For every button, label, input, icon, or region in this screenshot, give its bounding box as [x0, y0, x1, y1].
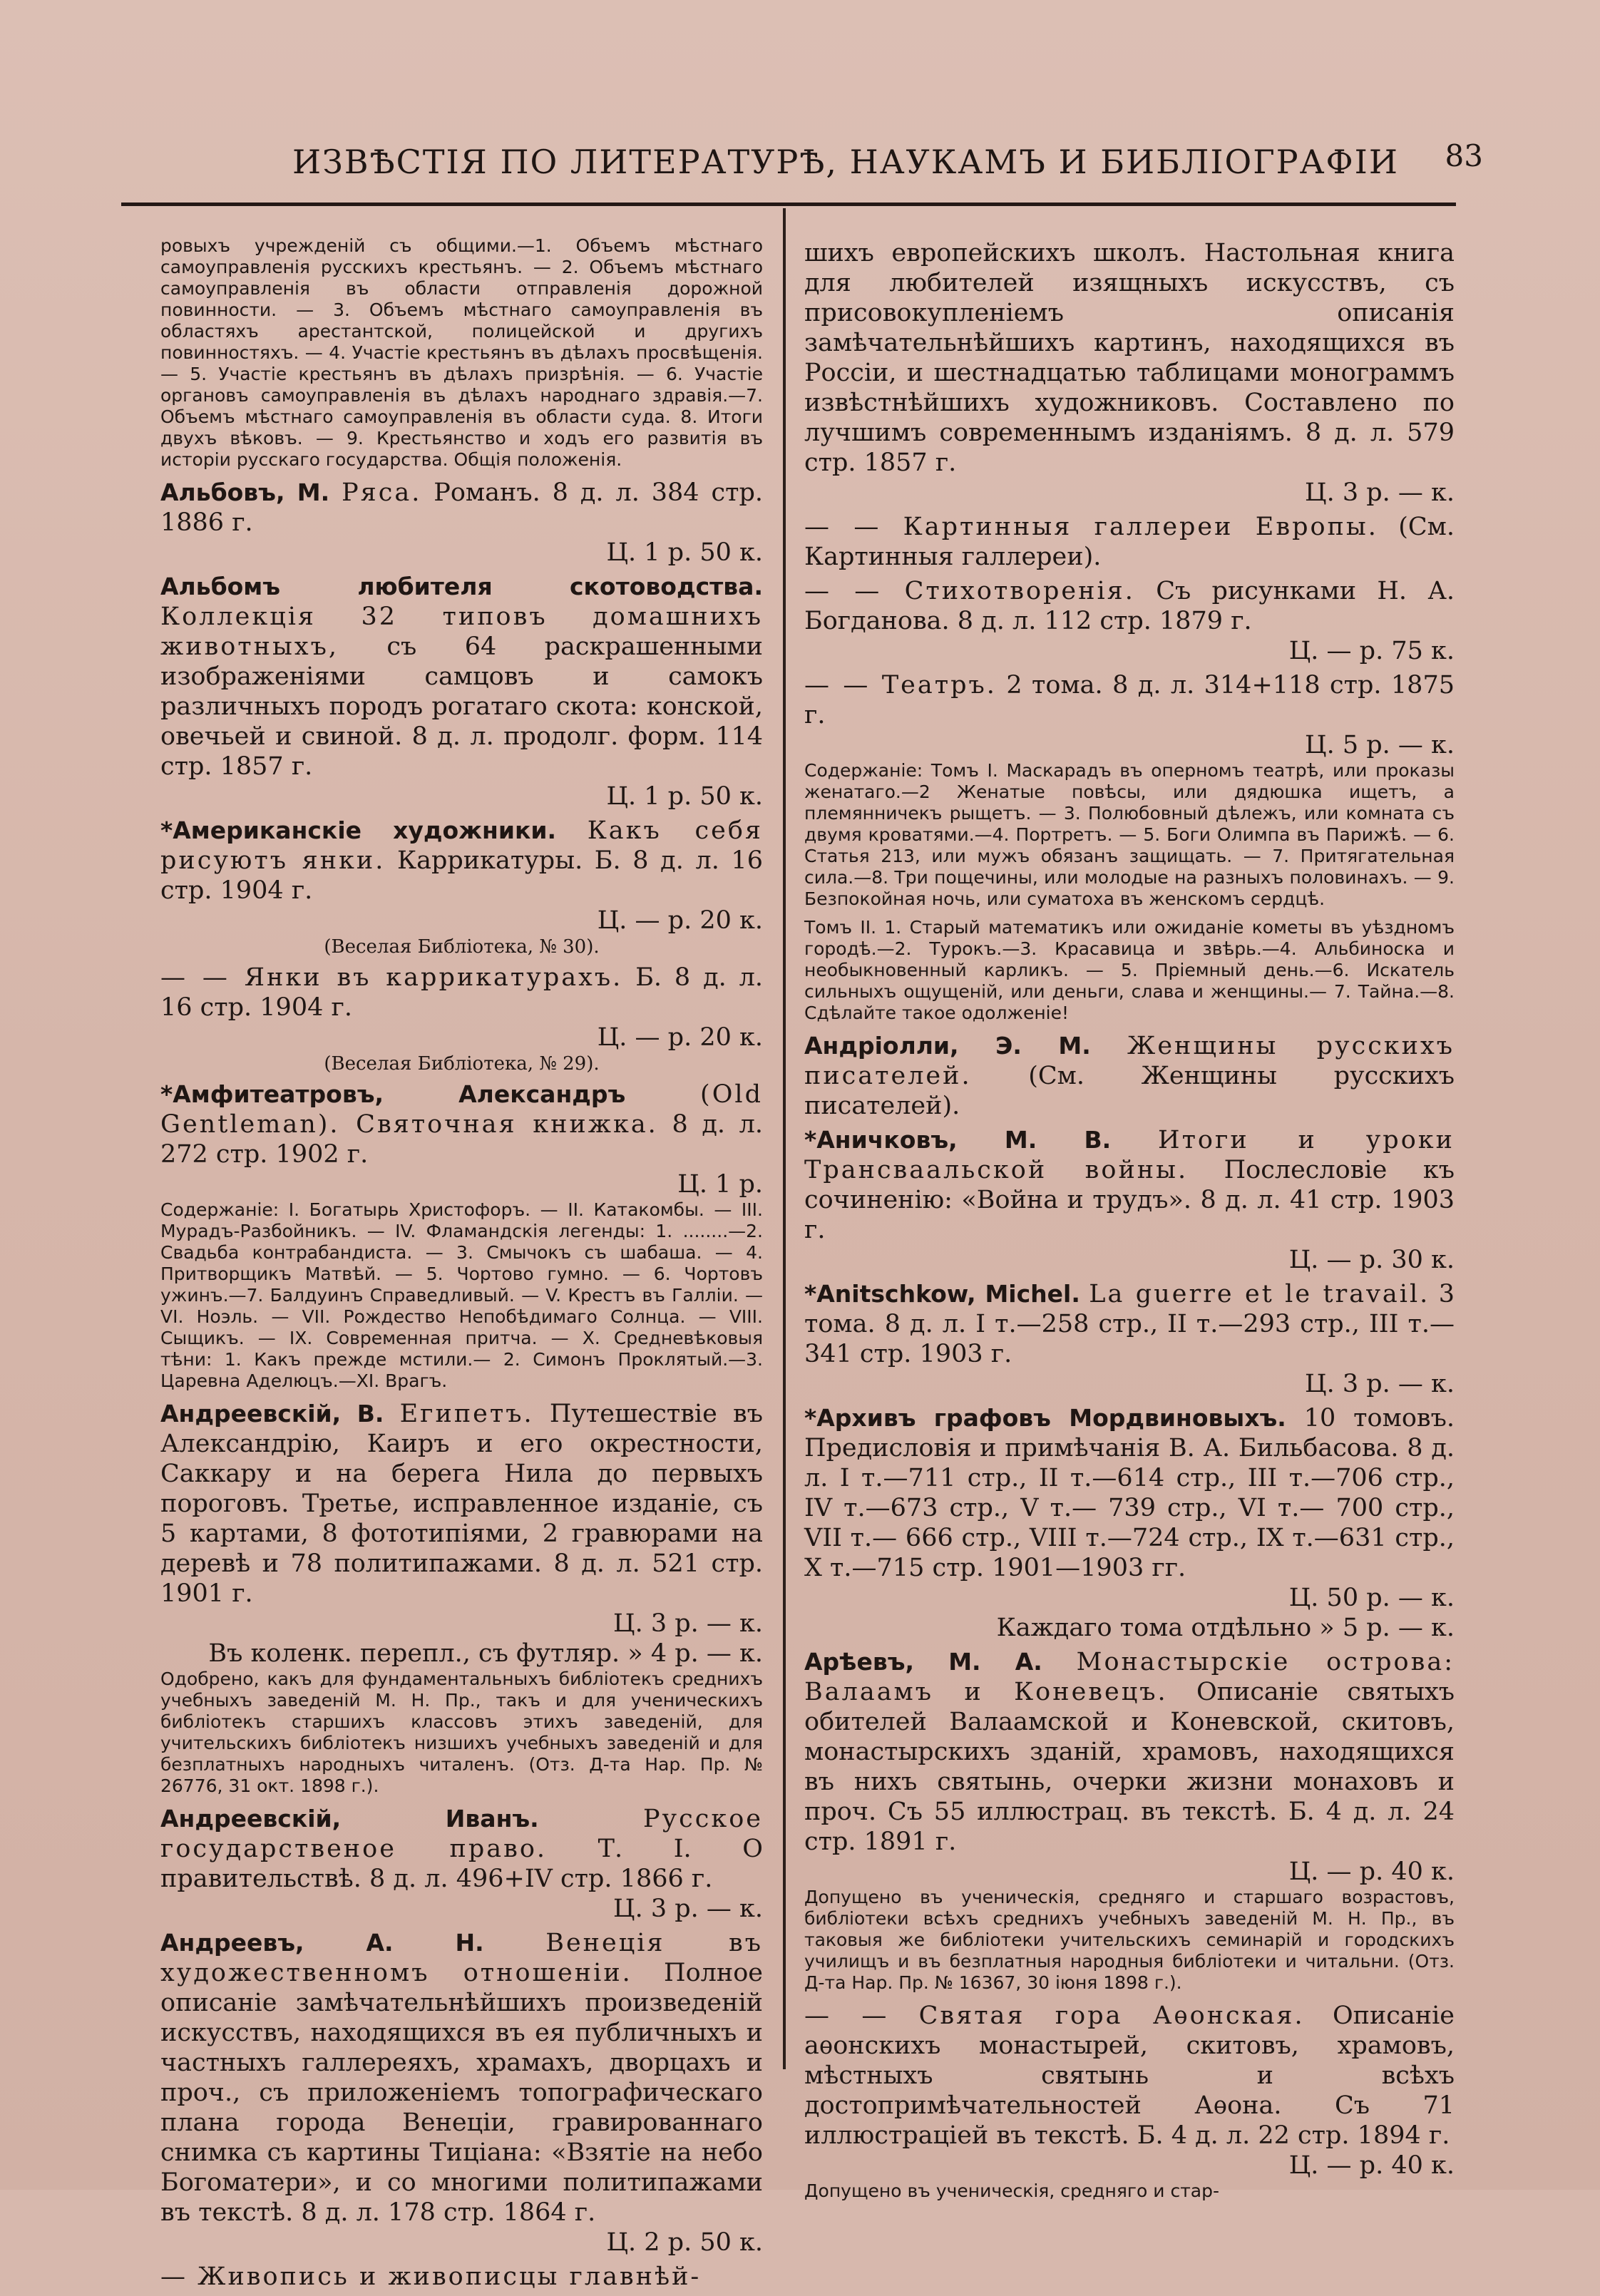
- entry-details: Съ рисунками Н. А. Богданова. 8 д. л. 112 стр. 1879 г.: [804, 577, 1455, 635]
- entry-title: Русское государственое право.: [160, 1805, 763, 1863]
- entry-author: Андріолли, Э. М.: [804, 1032, 1091, 1060]
- entry-author: Андреевъ, А. Н.: [160, 1929, 484, 1957]
- series-note: (Веселая Библіотека, № 29).: [324, 1053, 600, 1075]
- entry-yankees: [160, 963, 763, 1075]
- entry-author: Андреевскій, В.: [160, 1400, 384, 1428]
- entry-price: Ц. 1 р. 50 к.: [606, 782, 763, 811]
- entry-title: — — Янки въ каррикатурахъ.: [160, 963, 623, 992]
- entry-areev: [804, 1647, 1455, 1994]
- entry-athos: [804, 2001, 1455, 2202]
- entry-title: Египетъ.: [399, 1400, 534, 1428]
- running-title: ИЗВѢСТІЯ ПО ЛИТЕРАТУРѢ, НАУКАМЪ И БИБЛІОГРАФІИ: [292, 143, 1399, 181]
- entry-details: Каррикатуры. Б. 8 д. л. 16 стр. 1904 г.: [160, 846, 763, 905]
- entry-author: *Архивъ графовъ Мордвиновыхъ.: [804, 1404, 1286, 1432]
- page-number: 83: [1445, 138, 1483, 173]
- entry-title: Венеція въ художественномъ отношеніи.: [160, 1929, 763, 1987]
- entry-details: 3 тома. 8 д. л. I т.—258 стр., II т.—293 стр., III т.—341 стр. 1903 г.: [804, 1280, 1455, 1368]
- entry-price: Ц. 1 р.: [677, 1170, 763, 1199]
- entry-amfiteatrov: [160, 1080, 763, 1392]
- entry-details: (См. Картинныя галлереи).: [804, 513, 1455, 571]
- entry-title: — Живопись и живописцы главнѣй-: [160, 2262, 702, 2291]
- entry-author: Андреевскій, Иванъ.: [160, 1805, 539, 1833]
- entry-author: Альбомъ любителя скотоводства.: [160, 573, 763, 600]
- entry-title: Коллекція 32 типовъ домашнихъ животныхъ,: [160, 603, 763, 661]
- entry-details: шихъ европейскихъ школъ. Настольная книга для любителей изящныхъ искусствъ, съ присовокупленіемъ описанія замѣчательнѣйшихъ картинъ, находящихся въ Россіи, и шестнадцатью таблицами монограммъ извѣстнѣйшихъ художниковъ. Составлено по лучшимъ современнымъ изданіямъ. 8 д. л. 579 стр. 1857 г.: [804, 239, 1455, 477]
- entry-andreev: [160, 1928, 763, 2257]
- entry-painting-cont: [804, 238, 1455, 508]
- entry-andreevsky-i: [160, 1804, 763, 1924]
- entry-andriolli: [804, 1031, 1455, 1121]
- entry-theatre: [804, 670, 1455, 1024]
- entry-painting: [160, 2262, 763, 2292]
- entry-details: съ 64 раскрашенными изображеніями самцовъ и самокъ различныхъ породъ рогатаго скота: конской, овечьей и свиной. 8 д. л. продолг. форм. 114 стр. 1857 г.: [160, 632, 763, 781]
- entry-price: Ц. — р. 20 к.: [597, 906, 763, 935]
- entry-contents-vol1: Содержаніе: Томъ I. Маскарадъ въ оперномъ театрѣ, или проказы женатаго.—2 Женатые повѣсы, или дядюшка ищетъ, а племянничекъ рыщетъ. — 3. Полюбовный дѣлежъ, или комната съ двумя кроватями.—4. Портретъ. — 5. Боги Олимпа въ Парижѣ. — 6. Статья 213, или мужъ обязанъ защищать. — 7. Притягательная сила.—8. Три пощечины, или молодые на разныхъ половинахъ. — 9. Безпокойная ночь, или суматоха въ женскомъ сердцѣ.: [804, 760, 1455, 909]
- entry-title: — — Картинныя галлереи Европы.: [804, 513, 1378, 541]
- entry-price: Ц. 5 р. — к.: [1305, 731, 1455, 759]
- entry-details: 2 тома. 8 д. л. 314+118 стр. 1875 г.: [804, 671, 1455, 729]
- entry-title: Женщины русскихъ писателей.: [804, 1032, 1455, 1090]
- entry-author: *Амфитеатровъ, Александръ: [160, 1080, 626, 1108]
- entry-details: 10 томовъ. Предисловія и примѣчанія В. А. Бильбасова. 8 д. л. I т.—711 стр., II т.—614 стр., III т.—706 стр., IV т.—673 стр., V т.— 739 стр., VI т.— 700 стр., VII т.— 666 стр., VIII т.—724 стр., IX т.—631 стр., X т.—715 стр. 1901—1903 гг.: [804, 1404, 1455, 1582]
- entry-approval: Допущено въ ученическія, средняго и стар-: [804, 2180, 1219, 2201]
- entry-author: Арѣевъ, М. А.: [804, 1648, 1042, 1676]
- entry-album: [160, 572, 763, 811]
- entry-details: (См. Женщины русскихъ писателей).: [804, 1062, 1455, 1120]
- entry-poems: [804, 576, 1455, 666]
- entry-title: Итоги и уроки Трансваальской войны.: [804, 1126, 1455, 1184]
- entry-price: Ц. 1 р. 50 к.: [606, 538, 763, 567]
- entry-title: — — Святая гора Аѳонская.: [804, 2002, 1305, 2030]
- entry-approval: Одобрено, какъ для фундаментальныхъ библіотекъ среднихъ учебныхъ заведеній М. Н. Пр., такъ и для ученическихъ библіотекъ старшихъ классовъ этихъ заведеній, для учительскихъ библіотекъ низшихъ учебныхъ заведеній и для безплатныхъ народныхъ читаленъ. (Отз. Д-та Нар. Пр. № 26776, 31 окт. 1898 г.).: [160, 1669, 763, 1796]
- entry-title: Какъ себя рисуютъ янки.: [160, 816, 763, 875]
- entry-mordvinov-archive: [804, 1403, 1455, 1643]
- entry-title: Монастырскіе острова: Валаамъ и Коневецъ.: [804, 1648, 1455, 1706]
- entry-anichkov: [804, 1125, 1455, 1275]
- entry-contents-vol2: Томъ II. 1. Старый математикъ или ожиданіе кометы въ уѣздномъ городѣ.—2. Турокъ.—3. Красавица и звѣрь.—4. Альбиноска и необыкновенный карликъ. — 5. Пріемный день.—6. Искатель сильныхъ ощущеній, или деньги, слава и женщины.— 7. Тайна.—8. Сдѣлайте такое одолженіе!: [804, 917, 1455, 1023]
- entry-andreevsky-v: [160, 1399, 763, 1797]
- entry-author: Альбовъ, М.: [160, 478, 330, 506]
- entry-author: *Аничковъ, М. В.: [804, 1126, 1112, 1154]
- left-column: [160, 235, 763, 2296]
- entry-title: La guerre et le travail.: [1089, 1280, 1430, 1308]
- entry-details: Т. I. О правительствѣ. 8 д. л. 496+IV стр. 1866 г.: [160, 1835, 763, 1893]
- entry-galleries: [804, 512, 1455, 572]
- entry-approval: Допущено въ ученическія, средняго и старшаго возрастовъ, библіотеки всѣхъ среднихъ учебныхъ заведеній М. Н. Пр., въ таковыя же библіотеки учительскихъ семинарій и городскихъ училищъ и въ безплатныя народныя библіотеки и читальни. (Отз. Д-та Нар. Пр. № 16367, 30 іюня 1898 г.).: [804, 1887, 1455, 1993]
- entry-details: Описаніе аѳонскихъ монастырей, скитовъ, храмовъ, мѣстныхъ святынь и всѣхъ достопримѣчательностей Аѳона. Съ 71 иллюстраціей въ текстѣ. Б. 4 д. л. 22 стр. 1894 г.: [804, 2002, 1455, 2150]
- entry-author: *Anitschkow, Michel.: [804, 1280, 1080, 1308]
- entry-details: Послесловіе къ сочиненію: «Война и трудъ». 8 д. л. 41 стр. 1903 г.: [804, 1156, 1455, 1244]
- entry-albov: [160, 478, 763, 568]
- right-column: [804, 238, 1455, 2209]
- entry-details: Полное описаніе замѣчательнѣйшихъ произведеній искусствъ, находящихся въ ея публичныхъ и частныхъ галлереяхъ, храмахъ, дворцахъ и проч., съ приложеніемъ топографическаго плана города Венеціи, гравированнаго снимка съ картины Тиціана: «Взятіе на небо Богоматери», и со многими политипажами въ текстѣ. 8 д. л. 178 стр. 1864 г.: [160, 1959, 763, 2227]
- column-divider: [783, 208, 786, 2069]
- entry-title: Ряса.: [342, 478, 422, 507]
- entry-details: Описаніе святыхъ обителей Валаамской и Коневской, скитовъ, монастырскихъ зданій, храмовъ, находящихся въ нихъ святынь, очерки жизни монаховъ и проч. Съ 55 иллюстрац. въ текстѣ. Б. 4 д. л. 24 стр. 1891 г.: [804, 1678, 1455, 1856]
- entry-price-bound: Въ коленк. перепл., съ футляр. » 4 р. — к.: [208, 1639, 763, 1668]
- entry-title: — — Стихотворенія.: [804, 577, 1135, 605]
- entry-title: (Old Gentleman). Святочная книжка.: [160, 1080, 763, 1139]
- entry-price: Ц. 3 р. — к.: [1305, 478, 1455, 507]
- page-header: [121, 135, 1483, 193]
- entry-price: Ц. — р. 75 к.: [1288, 637, 1455, 665]
- entry-price: Ц. 50 р. — к.: [1288, 1584, 1455, 1612]
- entry-details: 8 д. л. 272 стр. 1902 г.: [160, 1110, 763, 1169]
- entry-price: Ц. — р. 40 к.: [1288, 1857, 1455, 1886]
- entry-details: Б. 8 д. л. 16 стр. 1904 г.: [160, 963, 763, 1022]
- entry-price: Ц. — р. 40 к.: [1288, 2151, 1455, 2180]
- entry-price: Ц. — р. 20 к.: [597, 1023, 763, 1052]
- entry-price: Ц. 3 р. — к.: [613, 1609, 763, 1638]
- entry-price: Ц. 3 р. — к.: [1305, 1370, 1455, 1398]
- entry-price: Ц. — р. 30 к.: [1288, 1246, 1455, 1274]
- entry-anitschkow: [804, 1279, 1455, 1399]
- entry-title: — — Театръ.: [804, 671, 997, 699]
- entry-details: Романъ. 8 д. л. 384 стр. 1886 г.: [160, 478, 763, 537]
- header-rule: [121, 203, 1456, 206]
- entry-contents: Содержаніе: I. Богатырь Христофоръ. — II. Катакомбы. — III. Мурадъ-Разбойникъ. — IV. Фламандскія легенды: 1. ........—2. Свадьба контрабандиста. — 3. Смычокъ съ шабаша. — 4. Притворщикъ Матвѣй. — 5. Чортово гумно. — 6. Чортовъ ужинъ.—7. Балдуинъ Справедливый. — V. Крестъ въ Галліи. — VI. Ноэль. — VII. Рождество Непобѣдимаго Солнца. — VIII. Сыщикъ. — IX. Современная притча. — X. Средневѣковыя тѣни: 1. Какъ прежде мстили.— 2. Симонъ Проклятый.—3. Царевна Аделюцъ.—XI. Врагъ.: [160, 1199, 763, 1391]
- series-note: (Веселая Библіотека, № 30).: [324, 936, 600, 958]
- entry-price: Ц. 3 р. — к.: [613, 1895, 763, 1923]
- entry-details: Путешествіе въ Александрію, Каиръ и его окрестности, Саккару и на берега Нила до первыхъ пороговъ. Третье, исправленное изданіе, съ 5 картами, 8 фототипіями, 2 гравюрами на деревѣ и 78 политипажами. 8 д. л. 521 стр. 1901 г.: [160, 1400, 763, 1608]
- continued-contents: ровыхъ учрежденій съ общими.—1. Объемъ мѣстнаго самоуправленія русскихъ крестьянъ. — 2. Объемъ мѣстнаго самоуправленія въ области отправленія дорожной повинности. — 3. Объемъ мѣстнаго самоуправленія въ областяхъ арестантской, полицейской и другихъ повинностяхъ. — 4. Участіе крестьянъ въ дѣлахъ просвѣщенія. — 5. Участіе крестьянъ въ дѣлахъ призрѣнія. — 6. Участіе органовъ самоуправленія въ дѣлахъ народнаго здравія.—7. Объемъ мѣстнаго самоуправленія въ области суда. 8. Итоги двухъ вѣковъ. — 9. Крестьянство и ходъ его развитія въ исторіи русскаго государства. Общія положенія.: [160, 235, 763, 470]
- entry-price: Ц. 2 р. 50 к.: [606, 2228, 763, 2257]
- entry-american-artists: [160, 816, 763, 958]
- entry-author: *Американскіе художники.: [160, 816, 557, 844]
- entry-price-volume: Каждаго тома отдѣльно » 5 р. — к.: [996, 1614, 1455, 1642]
